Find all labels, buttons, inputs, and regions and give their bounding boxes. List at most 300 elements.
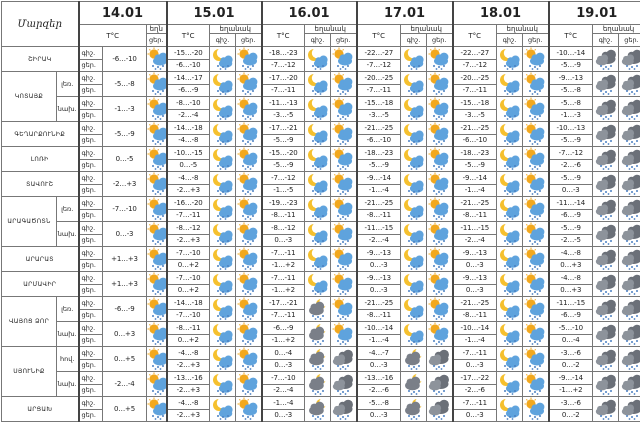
- temperature-night: -14…-17: [167, 72, 210, 85]
- moon-cloud-icon: [305, 122, 331, 147]
- temperature-day: -5…-9: [549, 134, 593, 147]
- temperature-night: -9…-13: [453, 247, 497, 260]
- temperature-day: 0…+2: [167, 334, 210, 347]
- cloud-snow-icon: [619, 47, 640, 72]
- night-label: գիշ.: [79, 247, 103, 260]
- moon-cloud-icon: [210, 297, 236, 322]
- cloud-snow-icon: [619, 197, 640, 222]
- day-header: ցեր.: [619, 34, 640, 47]
- date-header: 15.01: [167, 2, 262, 25]
- temperature-night: -22…-27: [453, 47, 497, 60]
- cloud-snow-icon: [331, 347, 357, 372]
- table-row: [2, 397, 640, 410]
- day-header: ցեր.: [331, 34, 357, 47]
- moon-cloud-icon: [497, 372, 523, 397]
- moon-cloud-icon: [401, 272, 427, 297]
- sun-snow-icon: [236, 147, 262, 172]
- day-label: ցեր.: [79, 334, 103, 347]
- temperature-night: -1…-4: [262, 397, 305, 410]
- temperature-night: -8…-12: [167, 222, 210, 235]
- moon-cloud-icon: [497, 147, 523, 172]
- sun-snow-icon: [147, 322, 167, 347]
- sun-snow-icon: [427, 47, 453, 72]
- cloud-snow-icon: [619, 297, 640, 322]
- temperature-day: -5…-9: [262, 159, 305, 172]
- temperature-day: -1…+2: [549, 384, 593, 397]
- cloud-snow-icon: [593, 222, 619, 247]
- temperature-night: -10…-13: [549, 122, 593, 135]
- moon-cloud-icon: [497, 247, 523, 272]
- cloud-moon-icon: [401, 372, 427, 397]
- night-label: գիշ.: [79, 122, 103, 135]
- subregion-label: լեռ.: [57, 197, 79, 222]
- temperature-day: -7…-12: [262, 59, 305, 72]
- night-label: գիշ.: [79, 147, 103, 160]
- temperature-day: -5…-8: [549, 84, 593, 97]
- temperature-night: -7…-10: [167, 247, 210, 260]
- moon-cloud-icon: [210, 197, 236, 222]
- temperature-night: -10…-14: [549, 47, 593, 60]
- temperature-night: -22…-27: [357, 47, 401, 60]
- sun-snow-icon: [236, 222, 262, 247]
- temperature-day: -1…+2: [262, 284, 305, 297]
- sun-snow-icon: [427, 97, 453, 122]
- sun-snow-icon: [236, 97, 262, 122]
- moon-cloud-icon: [497, 47, 523, 72]
- sun-snow-icon: [331, 297, 357, 322]
- temperature-night: 0…-4: [262, 347, 305, 360]
- temperature: 0…-3: [103, 222, 147, 247]
- sun-snow-icon: [523, 347, 549, 372]
- moon-cloud-icon: [401, 47, 427, 72]
- temperature-night: -15…-18: [453, 97, 497, 110]
- temperature-night: -3…-6: [549, 347, 593, 360]
- temperature-night: -7…-11: [262, 247, 305, 260]
- temperature-day: -7…-11: [262, 84, 305, 97]
- cloud-snow-icon: [331, 372, 357, 397]
- night-header: գիշ.: [401, 34, 427, 47]
- weather-header: եղանակ: [305, 25, 357, 34]
- night-label: գիշ.: [79, 97, 103, 110]
- temperature-day: -1…-3: [549, 109, 593, 122]
- cloud-snow-icon: [593, 122, 619, 147]
- table-row: [2, 147, 640, 160]
- temperature: +1…+3: [103, 272, 147, 297]
- temp-header: T°C: [79, 25, 147, 47]
- temperature-day: 0…-2: [549, 409, 593, 422]
- day-label: ցեր.: [79, 284, 103, 297]
- temperature-night: -7…-11: [453, 347, 497, 360]
- temperature-day: -5…-9: [549, 59, 593, 72]
- moon-cloud-icon: [497, 322, 523, 347]
- temperature-day: -7…-11: [453, 84, 497, 97]
- night-label: գիշ.: [79, 197, 103, 210]
- sun-snow-icon: [331, 247, 357, 272]
- temperature-night: -9…-14: [549, 372, 593, 385]
- moon-cloud-icon: [497, 297, 523, 322]
- temperature-night: -13…-16: [357, 372, 401, 385]
- cloud-moon-icon: [305, 397, 331, 422]
- moon-cloud-icon: [210, 222, 236, 247]
- night-label: գիշ.: [79, 72, 103, 85]
- temperature-night: -15…-20: [262, 147, 305, 160]
- day-header: ցեր.: [427, 34, 453, 47]
- temperature-day: -2…-6: [357, 384, 401, 397]
- region-name: ԱՐԱԳԱԾՈՏՆ: [2, 197, 57, 247]
- region-name: ԼՈՌԻ: [2, 147, 79, 172]
- temperature-night: -8…-11: [167, 322, 210, 335]
- temperature-day: 0…-5: [167, 159, 210, 172]
- cloud-snow-icon: [619, 97, 640, 122]
- day-label: ցեր.: [79, 234, 103, 247]
- temperature-night: -7…-11: [453, 397, 497, 410]
- night-label: գիշ.: [79, 347, 103, 360]
- temp-header: T°C: [167, 25, 210, 47]
- table-row: [2, 197, 640, 210]
- temperature-day: -2…+3: [167, 234, 210, 247]
- region-name: ԿՈՏԱՅՔ: [2, 72, 57, 122]
- sun-snow-icon: [331, 222, 357, 247]
- temperature-night: -7…-10: [167, 272, 210, 285]
- temperature-night: -15…-20: [167, 47, 210, 60]
- region-name: ՏԱՎՈՒՇ: [2, 172, 79, 197]
- table-row: [2, 122, 640, 135]
- sun-snow-icon: [523, 222, 549, 247]
- temperature-day: -8…-11: [453, 209, 497, 222]
- temperature-night: -21…-25: [453, 197, 497, 210]
- table-row: [2, 372, 640, 385]
- sun-snow-icon: [236, 122, 262, 147]
- cloud-snow-icon: [593, 397, 619, 422]
- sun-snow-icon: [523, 247, 549, 272]
- moon-cloud-icon: [210, 272, 236, 297]
- day-header: ցեր.: [236, 34, 262, 47]
- temperature-night: -19…-23: [262, 197, 305, 210]
- temperature-night: -10…-14: [357, 322, 401, 335]
- cloud-snow-icon: [619, 247, 640, 272]
- cloud-snow-icon: [593, 247, 619, 272]
- temperature-day: 0…-3: [262, 409, 305, 422]
- region-name: ՇԻՐԱԿ: [2, 47, 79, 72]
- night-label: գիշ.: [79, 222, 103, 235]
- temperature-day: -1…-4: [453, 184, 497, 197]
- temperature-day: -7…-11: [167, 209, 210, 222]
- temperature-night: -5…-8: [549, 97, 593, 110]
- temperature-night: -15…-18: [357, 97, 401, 110]
- cloud-snow-icon: [593, 72, 619, 97]
- temperature-night: -4…-8: [167, 347, 210, 360]
- night-header: գիշ.: [593, 34, 619, 47]
- day-label: ցեր.: [79, 359, 103, 372]
- cloud-snow-icon: [619, 72, 640, 97]
- sun-snow-icon: [331, 97, 357, 122]
- temperature: -6…-9: [103, 297, 147, 322]
- temp-header: T°C: [549, 25, 593, 47]
- temperature-day: -1…+2: [262, 334, 305, 347]
- sun-snow-icon: [236, 247, 262, 272]
- moon-cloud-icon: [305, 247, 331, 272]
- temperature-night: -10…-15: [167, 147, 210, 160]
- cloud-snow-icon: [593, 47, 619, 72]
- sun-snow-icon: [523, 172, 549, 197]
- weather-header: եղանակ: [497, 25, 549, 34]
- sun-snow-icon: [427, 72, 453, 97]
- temperature-night: -21…-25: [453, 122, 497, 135]
- day-label: ցեր.: [79, 159, 103, 172]
- cloud-snow-icon: [619, 372, 640, 397]
- temperature-day: -1…+2: [262, 259, 305, 272]
- date-header: 17.01: [357, 2, 453, 25]
- temperature-night: -16…-20: [167, 197, 210, 210]
- cloud-snow-icon: [619, 122, 640, 147]
- temperature-day: -2…+3: [167, 184, 210, 197]
- temperature-night: -18…-23: [262, 47, 305, 60]
- cloud-snow-icon: [427, 397, 453, 422]
- sun-snow-icon: [147, 222, 167, 247]
- temperature-day: 0…-3: [357, 259, 401, 272]
- temperature-day: 0…+3: [549, 259, 593, 272]
- sun-snow-icon: [147, 372, 167, 397]
- temperature-night: -7…-12: [549, 147, 593, 160]
- sun-snow-icon: [236, 172, 262, 197]
- moon-cloud-icon: [305, 47, 331, 72]
- sun-snow-icon: [236, 272, 262, 297]
- temperature-day: -2…-4: [167, 109, 210, 122]
- sun-snow-icon: [523, 147, 549, 172]
- temperature-night: -11…-15: [549, 297, 593, 310]
- moon-cloud-icon: [305, 222, 331, 247]
- night-label: գիշ.: [79, 397, 103, 410]
- sun-snow-icon: [523, 122, 549, 147]
- date-header: 14.01: [79, 2, 167, 25]
- temperature-night: -9…-13: [357, 247, 401, 260]
- moon-cloud-icon: [497, 97, 523, 122]
- table-row: [2, 347, 640, 360]
- moon-cloud-icon: [210, 47, 236, 72]
- temperature-night: -18…-23: [357, 147, 401, 160]
- temperature-day: -6…-9: [549, 209, 593, 222]
- sun-snow-icon: [523, 97, 549, 122]
- cloud-moon-icon: [305, 372, 331, 397]
- moon-cloud-icon: [401, 222, 427, 247]
- temperature-night: -4…-8: [549, 272, 593, 285]
- temperature-day: 0…-3: [453, 284, 497, 297]
- subregion-label: նախ.: [57, 322, 79, 347]
- temperature-day: 0…-2: [549, 359, 593, 372]
- moon-cloud-icon: [401, 247, 427, 272]
- day-label: ցեր.: [79, 409, 103, 422]
- subregion-label: նախ.: [57, 97, 79, 122]
- temperature: -6…-10: [103, 47, 147, 72]
- temp-header: T°C: [357, 25, 401, 47]
- temperature-day: -8…-11: [357, 209, 401, 222]
- temperature: -2…-4: [103, 372, 147, 397]
- moon-cloud-icon: [210, 72, 236, 97]
- region-name: ԱՐՑԱԽ: [2, 397, 79, 422]
- temperature-day: 0…-3: [453, 259, 497, 272]
- sun-snow-icon: [147, 197, 167, 222]
- temperature-day: -5…-9: [453, 159, 497, 172]
- moon-cloud-icon: [210, 397, 236, 422]
- moon-cloud-icon: [497, 347, 523, 372]
- temperature-night: -11…-13: [262, 97, 305, 110]
- cloud-moon-icon: [305, 347, 331, 372]
- temperature-night: -17…-21: [262, 122, 305, 135]
- temperature-day: -2…-6: [453, 384, 497, 397]
- table-row: [2, 47, 640, 60]
- sun-snow-icon: [147, 347, 167, 372]
- moon-cloud-icon: [210, 372, 236, 397]
- cloud-snow-icon: [619, 397, 640, 422]
- cloud-snow-icon: [593, 272, 619, 297]
- day-label: ցեր.: [79, 384, 103, 397]
- region-name: ԳԵՂԱՐՔՈՒՆԻՔ: [2, 122, 79, 147]
- moon-cloud-icon: [497, 272, 523, 297]
- temperature-day: -8…-11: [453, 309, 497, 322]
- temperature-day: 0…+3: [549, 284, 593, 297]
- sun-snow-icon: [331, 122, 357, 147]
- temperature-day: -6…-9: [167, 84, 210, 97]
- temperature-night: -7…-12: [262, 172, 305, 185]
- cloud-snow-icon: [593, 322, 619, 347]
- moon-cloud-icon: [401, 197, 427, 222]
- cloud-snow-icon: [619, 347, 640, 372]
- subregion-label: նախ.: [57, 372, 79, 397]
- sun-snow-icon: [523, 272, 549, 297]
- moon-cloud-icon: [497, 122, 523, 147]
- temperature-night: -21…-25: [357, 122, 401, 135]
- temperature-day: -2…+3: [167, 359, 210, 372]
- temp-header: T°C: [262, 25, 305, 47]
- sun-snow-icon: [147, 247, 167, 272]
- day-header: ցեր.: [147, 34, 167, 47]
- table-row: [2, 322, 640, 335]
- temperature-day: -6…-9: [549, 309, 593, 322]
- region-name: ՎԱՅՈՑ ՁՈՐ: [2, 297, 57, 347]
- date-header: 16.01: [262, 2, 357, 25]
- temperature-day: -2…+3: [167, 409, 210, 422]
- temperature-night: -18…-23: [453, 147, 497, 160]
- moon-cloud-icon: [210, 322, 236, 347]
- temperature-day: -4…-8: [167, 134, 210, 147]
- sun-snow-icon: [523, 47, 549, 72]
- moon-cloud-icon: [305, 272, 331, 297]
- temperature: -7…-10: [103, 197, 147, 222]
- temperature-night: -17…-22: [453, 372, 497, 385]
- temperature-night: -14…-18: [167, 122, 210, 135]
- temperature-night: -5…-10: [549, 322, 593, 335]
- cloud-snow-icon: [619, 222, 640, 247]
- temperature-day: 0…-3: [262, 234, 305, 247]
- temperature-night: -10…-14: [453, 322, 497, 335]
- moon-cloud-icon: [497, 397, 523, 422]
- cloud-snow-icon: [619, 322, 640, 347]
- night-label: գիշ.: [79, 172, 103, 185]
- temperature: -5…-9: [103, 122, 147, 147]
- temperature-night: -20…-25: [357, 72, 401, 85]
- cloud-snow-icon: [593, 97, 619, 122]
- day-header: ցեր.: [523, 34, 549, 47]
- temperature-night: -9…-14: [453, 172, 497, 185]
- temperature-day: 0…-3: [453, 409, 497, 422]
- moon-cloud-icon: [401, 72, 427, 97]
- temperature-day: 0…-3: [357, 359, 401, 372]
- day-label: ցեր.: [79, 184, 103, 197]
- moon-cloud-icon: [401, 97, 427, 122]
- temperature-day: 0…-3: [357, 284, 401, 297]
- subregion-label: լեռ.: [57, 72, 79, 97]
- sun-snow-icon: [147, 272, 167, 297]
- sun-snow-icon: [523, 72, 549, 97]
- sun-snow-icon: [147, 72, 167, 97]
- moon-cloud-icon: [497, 72, 523, 97]
- sun-snow-icon: [523, 372, 549, 397]
- night-label: գիշ.: [79, 297, 103, 310]
- night-label: գիշ.: [79, 272, 103, 285]
- temperature-night: -5…-9: [549, 222, 593, 235]
- night-label: գիշ.: [79, 322, 103, 335]
- cloud-snow-icon: [593, 172, 619, 197]
- sun-snow-icon: [147, 297, 167, 322]
- temperature-day: -3…-5: [453, 109, 497, 122]
- day-label: ցեր.: [79, 259, 103, 272]
- temperature-day: -8…-11: [262, 209, 305, 222]
- temperature-day: 0…+2: [167, 259, 210, 272]
- night-label: գիշ.: [79, 47, 103, 60]
- temperature-night: -4…-8: [167, 172, 210, 185]
- moon-cloud-icon: [210, 247, 236, 272]
- night-header: գիշ.: [305, 34, 331, 47]
- temperature-day: -6…-10: [167, 59, 210, 72]
- sun-snow-icon: [147, 122, 167, 147]
- sun-snow-icon: [331, 72, 357, 97]
- table-row: [2, 72, 640, 85]
- cloud-snow-icon: [331, 397, 357, 422]
- sun-snow-icon: [236, 197, 262, 222]
- sun-snow-icon: [427, 172, 453, 197]
- region-name: ՍՅՈՒՆԻՔ: [2, 347, 57, 397]
- temperature-night: -6…-9: [262, 322, 305, 335]
- temperature-night: -7…-10: [262, 372, 305, 385]
- cloud-snow-icon: [619, 172, 640, 197]
- temperature-day: -7…-11: [357, 84, 401, 97]
- temperature-day: -2…-4: [453, 234, 497, 247]
- cloud-snow-icon: [593, 372, 619, 397]
- temperature-day: -2…+3: [167, 384, 210, 397]
- cloud-moon-icon: [305, 322, 331, 347]
- temperature-night: -21…-25: [357, 297, 401, 310]
- temperature-night: -11…-14: [549, 197, 593, 210]
- temperature-day: 0…-3: [357, 409, 401, 422]
- temperature-night: -9…-13: [453, 272, 497, 285]
- sun-snow-icon: [236, 297, 262, 322]
- moon-cloud-icon: [305, 172, 331, 197]
- cloud-moon-icon: [401, 347, 427, 372]
- sun-snow-icon: [331, 197, 357, 222]
- date-header: 19.01: [549, 2, 640, 25]
- temperature-night: -3…-6: [549, 397, 593, 410]
- temperature-night: -9…-13: [549, 72, 593, 85]
- temperature-day: -1…-5: [262, 184, 305, 197]
- moon-cloud-icon: [210, 347, 236, 372]
- temperature-day: -7…-12: [453, 59, 497, 72]
- temperature-day: -2…-4: [262, 384, 305, 397]
- temperature: +1…+3: [103, 247, 147, 272]
- moon-cloud-icon: [401, 122, 427, 147]
- day-label: ցեր.: [79, 109, 103, 122]
- table-row: [2, 247, 640, 260]
- day-label: ցեր.: [79, 309, 103, 322]
